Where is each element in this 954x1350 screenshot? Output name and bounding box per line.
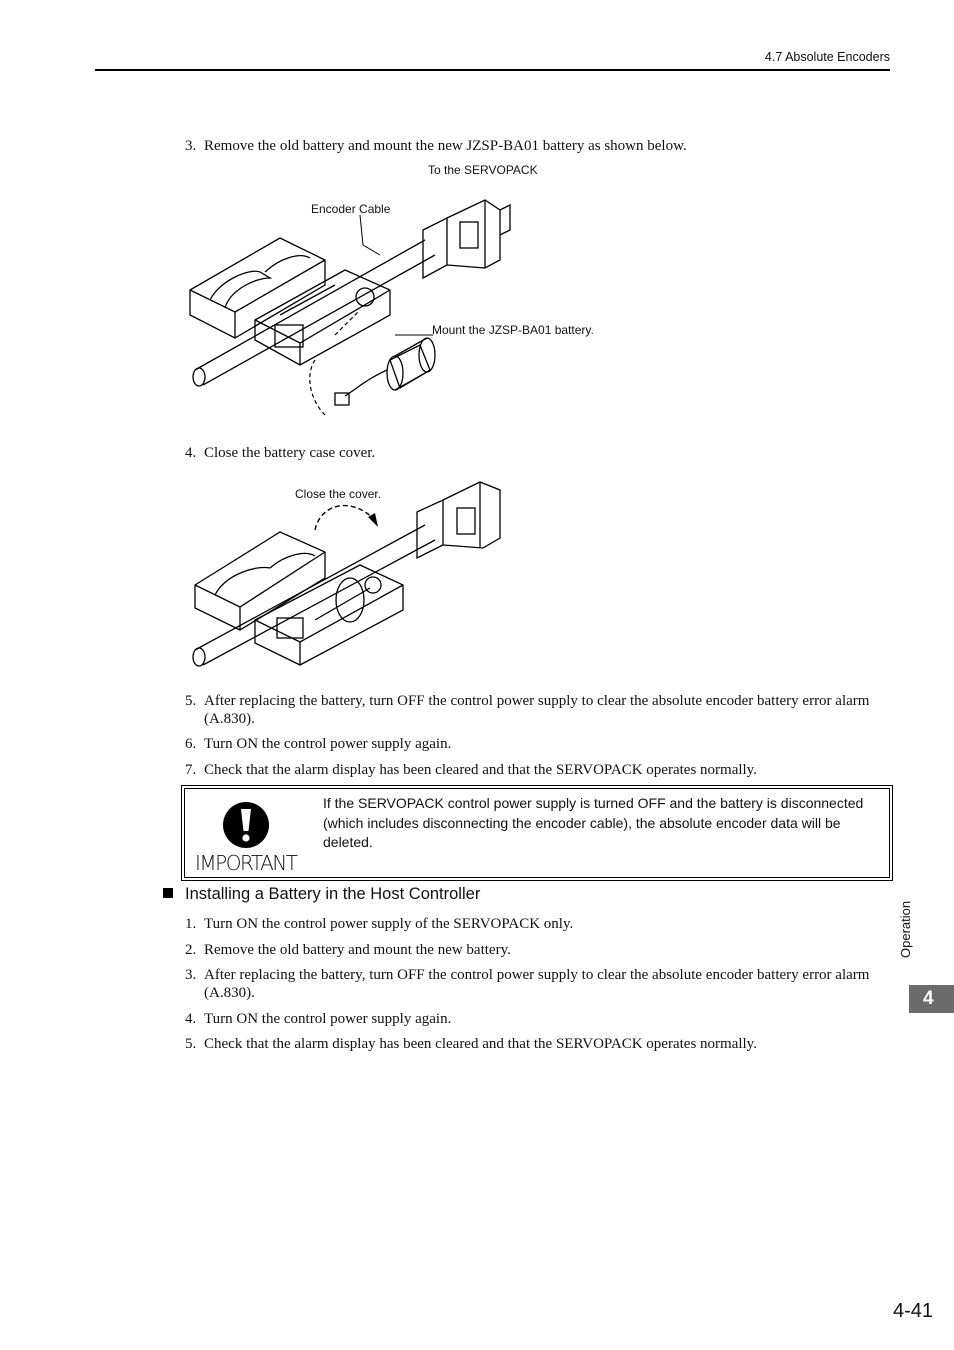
important-notice (184, 788, 890, 878)
label-close-cover: Close the cover. (295, 487, 382, 501)
chapter-side-label: Operation (898, 900, 913, 958)
step-text: Turn ON the control power supply of the SERVOPACK only. (204, 916, 574, 932)
step-text: After replacing the battery, turn OFF the control power supply to clear the absolute encoder battery error alarm (A.830). (204, 967, 870, 1001)
step-item (185, 761, 885, 779)
step-item (185, 735, 885, 753)
step-item (185, 1035, 885, 1053)
page-number: 4-41 (893, 1300, 934, 1322)
important-label: IMPORTANT (195, 851, 297, 875)
step-item (185, 137, 885, 155)
label-mount-battery: Mount the JZSP-BA01 battery. (432, 323, 594, 337)
step-text: Check that the alarm display has been cleared and that the SERVOPACK operates normally. (204, 762, 757, 778)
chapter-tab: 4 (909, 985, 954, 1013)
step-text: Close the battery case cover. (204, 445, 376, 461)
section-heading (163, 885, 480, 904)
exclamation-icon (222, 801, 270, 849)
step-number: 4. (185, 1011, 197, 1027)
square-bullet-icon (163, 888, 173, 898)
section-title: Installing a Battery in the Host Controller (185, 885, 481, 903)
step-number: 1. (185, 916, 197, 932)
step-number: 6. (185, 736, 197, 752)
step-item (185, 966, 885, 1002)
step-item (185, 444, 885, 462)
step-text: Remove the old battery and mount the new battery. (204, 942, 511, 958)
step-item (185, 941, 885, 959)
step-number: 5. (185, 693, 197, 709)
step-number: 7. (185, 762, 197, 778)
battery-mount-illustration (185, 160, 625, 430)
step-text: Check that the alarm display has been cleared and that the SERVOPACK operates normally. (204, 1036, 757, 1052)
running-header: 4.7 Absolute Encoders (764, 50, 890, 64)
step-number: 3. (185, 967, 197, 983)
important-text: If the SERVOPACK control power supply is turned OFF and the battery is disconnected (which includes disconnecting the encoder cable), the absolute encoder data will be deleted. (323, 795, 864, 850)
label-encoder-cable: Encoder Cable (311, 202, 391, 216)
step-text: Remove the old battery and mount the new JZSP-BA01 battery as shown below. (204, 138, 687, 154)
step-text: After replacing the battery, turn OFF the control power supply to clear the absolute encoder battery error alarm (A.830). (204, 693, 870, 727)
step-number: 3. (185, 138, 197, 154)
step-text: Turn ON the control power supply again. (204, 1011, 452, 1027)
step-text: Turn ON the control power supply again. (204, 736, 452, 752)
header-rule (95, 69, 890, 71)
step-number: 4. (185, 445, 197, 461)
step-number: 2. (185, 942, 197, 958)
step-number: 5. (185, 1036, 197, 1052)
step-item (185, 915, 885, 933)
label-to-servopack: To the SERVOPACK (428, 163, 538, 177)
step-item (185, 692, 885, 728)
step-item (185, 1010, 885, 1028)
